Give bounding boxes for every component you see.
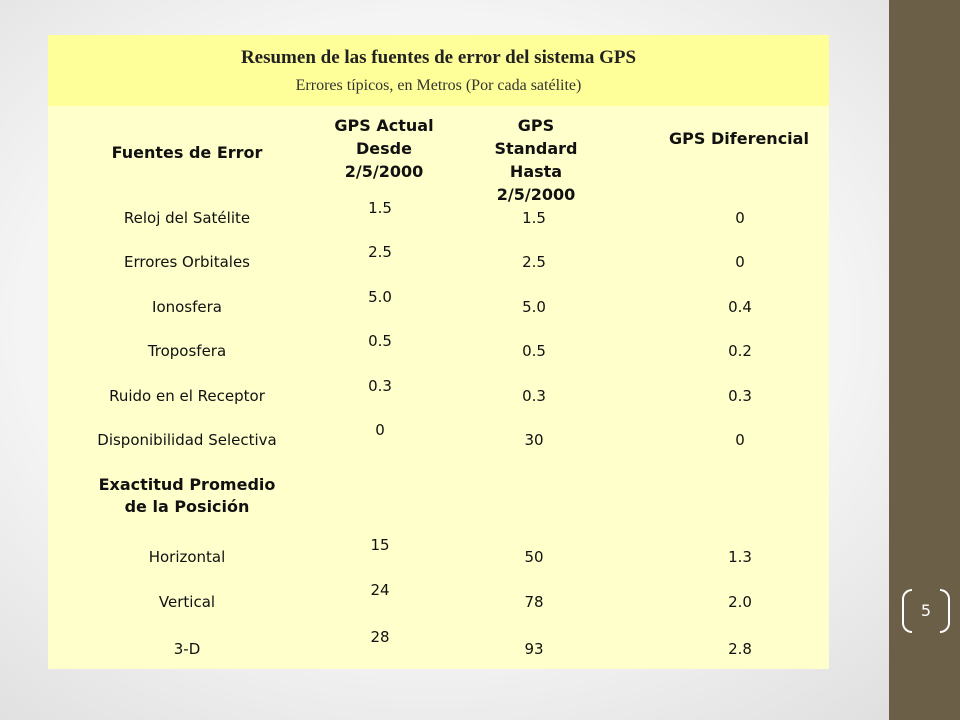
row-value-actual: 2.5 <box>368 243 392 261</box>
column-header-source: Fuentes de Error <box>111 143 263 162</box>
row-value-actual: 0.3 <box>368 377 392 395</box>
row-value-diferencial: 0.3 <box>728 387 752 405</box>
row-value-standard: 2.5 <box>522 253 546 271</box>
row-value-diferencial: 0 <box>735 431 745 449</box>
accuracy-value-actual: 24 <box>370 581 390 599</box>
row-value-standard: 1.5 <box>522 209 546 227</box>
accuracy-value-diferencial: 1.3 <box>728 548 752 566</box>
gps-error-table <box>48 35 829 669</box>
table-subtitle: Errores típicos, en Metros (Por cada satélite) <box>295 77 582 94</box>
row-source-label: Troposfera <box>147 342 227 360</box>
row-source-label: Errores Orbitales <box>124 253 250 271</box>
accuracy-value-actual: 15 <box>370 536 390 554</box>
row-value-diferencial: 0 <box>735 253 745 271</box>
accuracy-row-label: Vertical <box>158 593 216 611</box>
table-title: Resumen de las fuentes de error del sistema GPS <box>240 47 637 68</box>
row-source-label: Ruido en el Receptor <box>109 387 265 405</box>
row-value-standard: 0.3 <box>522 387 546 405</box>
row-value-actual: 1.5 <box>368 199 392 217</box>
row-source-label: Ionosfera <box>152 298 222 316</box>
left-brace-icon <box>902 589 912 633</box>
column-header-diferencial: GPS Diferencial <box>669 129 809 148</box>
slide-number-badge <box>896 589 956 637</box>
row-value-diferencial: 0.4 <box>728 298 752 316</box>
table-header-band <box>48 35 829 106</box>
accuracy-value-standard: 93 <box>524 640 544 658</box>
right-brace-icon <box>940 589 950 633</box>
row-value-standard: 0.5 <box>522 342 546 360</box>
accuracy-value-standard: 78 <box>524 593 544 611</box>
row-value-actual: 0.5 <box>368 332 392 350</box>
row-value-actual: 5.0 <box>368 288 392 306</box>
column-header-actual: GPS Actual Desde 2/5/2000 <box>334 116 434 181</box>
row-value-diferencial: 0.2 <box>728 342 752 360</box>
accuracy-value-standard: 50 <box>524 548 544 566</box>
row-value-actual: 0 <box>375 421 385 439</box>
row-value-diferencial: 0 <box>735 209 745 227</box>
accuracy-row-label: 3-D <box>173 640 201 658</box>
row-value-standard: 5.0 <box>522 298 546 316</box>
accuracy-value-actual: 28 <box>370 628 390 646</box>
slide-number: 5 <box>920 601 932 620</box>
accuracy-section-heading: Exactitud Promedio de la Posición <box>98 475 276 516</box>
column-header-standard: GPS Standard Hasta 2/5/2000 <box>494 116 578 204</box>
accuracy-value-diferencial: 2.0 <box>728 593 752 611</box>
row-source-label: Disponibilidad Selectiva <box>97 431 277 449</box>
accuracy-value-diferencial: 2.8 <box>728 640 752 658</box>
row-value-standard: 30 <box>524 431 544 449</box>
row-source-label: Reloj del Satélite <box>123 209 251 227</box>
accuracy-row-label: Horizontal <box>148 548 226 566</box>
